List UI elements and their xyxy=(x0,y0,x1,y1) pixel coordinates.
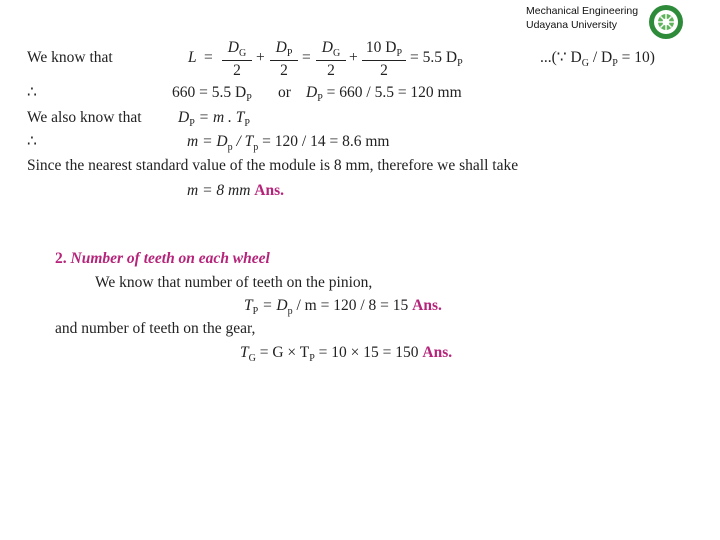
fraction-dg-over-2: $D_G$ 2 xyxy=(222,40,252,79)
row1-result: = 5.5 $D_P$ xyxy=(410,49,463,69)
row4-therefore: ∴ xyxy=(27,133,37,150)
fraction-dg-over-2-b: $D_G$ 2 xyxy=(316,40,346,79)
header-university: Udayana University xyxy=(526,19,618,31)
header-institution xyxy=(526,4,638,32)
row2-or: or xyxy=(278,84,291,101)
section2-heading: 2. Number of teeth on each wheel xyxy=(55,250,270,267)
answer-label: Ans. xyxy=(412,297,442,314)
row2-therefore: ∴ xyxy=(27,84,37,101)
row1-intro: We know that xyxy=(27,49,113,66)
section2-eq2: $T_G = G \times T_P = 10 \times 15 = 150$ Ans. xyxy=(240,344,453,364)
row1-equals-2: = xyxy=(302,49,311,66)
fraction-dp-over-2: $D_P$ 2 xyxy=(270,40,298,79)
row2-expr2: $D_P = 660 / 5.5 = 120$ mm xyxy=(306,84,462,104)
row1-equals: = xyxy=(204,49,213,66)
row1-plus-2: + xyxy=(349,49,358,66)
row1-plus-1: + xyxy=(256,49,265,66)
section2-line1: We know that number of teeth on the pinion, xyxy=(95,274,373,291)
answer-label: Ans. xyxy=(422,344,453,361)
row6-expr: m = 8 mm Ans. xyxy=(187,182,285,199)
row3-intro: We also know that xyxy=(27,109,142,126)
university-logo-icon xyxy=(648,4,684,40)
row2-expr1: 660 = 5.5 $D_P$ xyxy=(172,84,252,104)
fraction-10dp-over-2: 10 $D_P$ 2 xyxy=(362,40,406,79)
row3-expr: $D_P = m$ . $T_P$ xyxy=(178,109,250,129)
answer-label: Ans. xyxy=(254,182,285,199)
row5-sentence: Since the nearest standard value of the module is 8 mm, therefore we shall take xyxy=(27,157,519,174)
row4-expr: $m = D_p / T_p = 120 / 14 = 8.6$ mm xyxy=(187,133,390,153)
section2-eq1: $T_P = D_p / m = 120 / 8 = 15$ Ans. xyxy=(244,297,442,317)
row1-lhs: L xyxy=(188,49,197,66)
section2-line2: and number of teeth on the gear, xyxy=(55,320,256,337)
header-department: Mechanical Engineering xyxy=(526,5,639,17)
row1-ratio-note: ...(∵ $D_G / D_P = 10$) xyxy=(540,49,655,69)
